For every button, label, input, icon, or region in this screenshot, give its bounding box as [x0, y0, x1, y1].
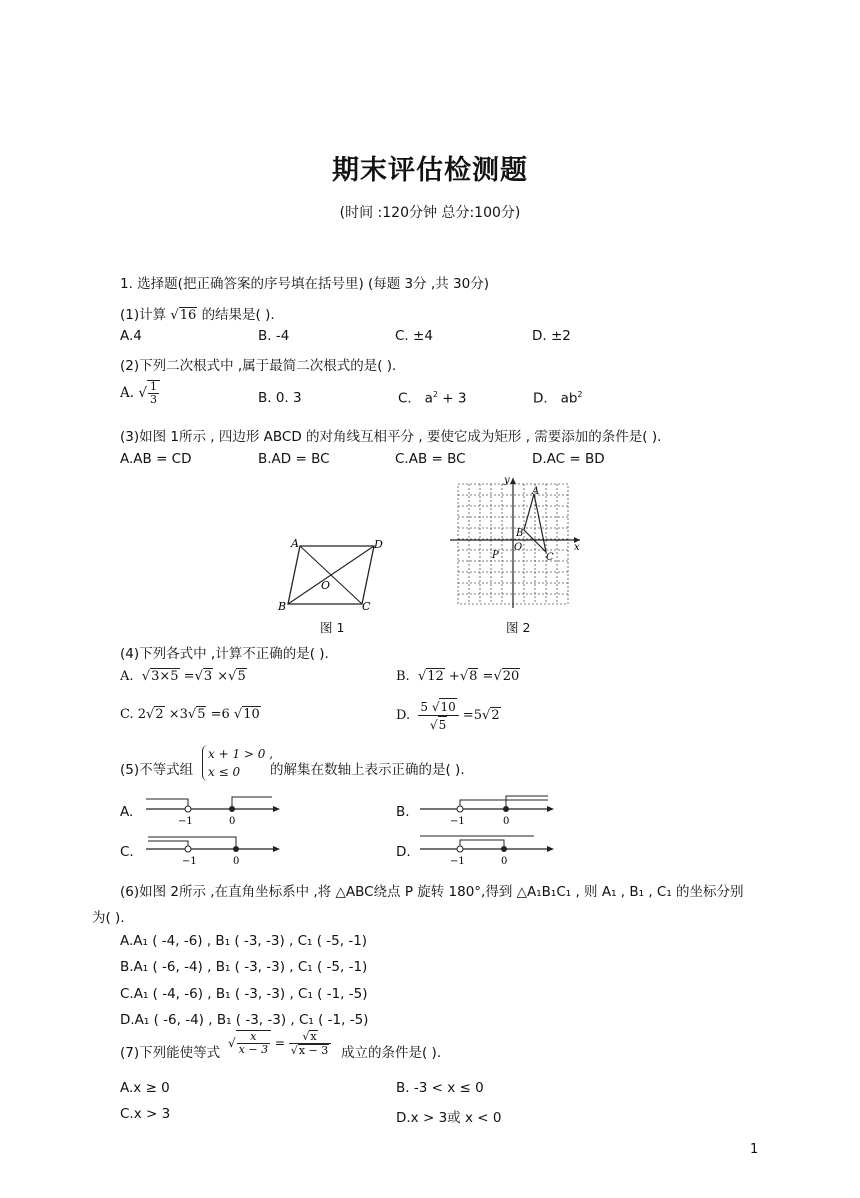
q4-a-eq: = [179, 669, 195, 684]
q5-inequality-1: x + 1 > 0 , [208, 747, 274, 761]
tick-0: 0 [233, 856, 240, 867]
axis-arrow [273, 846, 280, 852]
q7-option-d: D.x > 3或 x < 0 [396, 1110, 502, 1126]
ray-to-0 [148, 837, 236, 849]
q7-lhs-fraction [237, 1031, 270, 1056]
q2-option-d [533, 390, 583, 407]
q6-option-c: C.A₁ ( -4, -6) , B₁ ( -3, -3) , C₁ ( -1, -5) [120, 986, 368, 1002]
q2-option-c [398, 390, 466, 407]
figure-1-parallelogram [270, 532, 390, 614]
tick-neg1: −1 [182, 856, 197, 867]
q2-option-d-label: D. [533, 390, 548, 407]
q7-lhs-radical [236, 1030, 271, 1056]
q5-option-a-numberline [140, 792, 285, 828]
q2-option-a-radical: √ $\frac{1}{3}$ [138, 385, 160, 401]
open-point [185, 806, 191, 812]
q7-option-a: A.x ≥ 0 [120, 1080, 170, 1096]
q5-option-b-label: B. [396, 804, 410, 820]
q5-option-c-label: C. [120, 844, 134, 860]
closed-point [233, 846, 239, 852]
q4-a-radicand-2: 3 [203, 669, 213, 684]
page-number: 1 [750, 1142, 759, 1157]
question-4-stem: (4)下列各式中 ,计算不正确的是( ). [120, 646, 329, 662]
q5-inequality-system [202, 745, 273, 781]
closed-point [501, 846, 507, 852]
q1-option-c: C. ±4 [395, 328, 433, 344]
q4-option-d: D. $\frac{5 √10}{√5}$ =5√2 [396, 700, 500, 732]
q4-d-numerator: 5 √10 [418, 698, 458, 716]
q1-radicand: 16 [179, 308, 197, 323]
question-7-stem [120, 1041, 220, 1061]
q1-prefix: (1)计算 [120, 307, 167, 323]
fig2-label-c: C [546, 552, 554, 563]
open-point [185, 846, 191, 852]
ray-to-neg1 [148, 841, 188, 849]
tick-neg1: −1 [178, 816, 193, 827]
y-axis-arrow [510, 478, 516, 484]
q4-a-times: × [213, 669, 229, 684]
q1-option-a: A.4 [120, 328, 142, 344]
q4-c-radicand-3: 10 [243, 707, 260, 722]
q7-rhs-num: x [310, 1030, 317, 1043]
ray-left [146, 799, 188, 809]
page-subtitle: (时间 :120分钟 总分:100分) [339, 205, 521, 221]
q3-option-b: B.AD = BC [258, 451, 330, 467]
q4-b-label: B. [396, 669, 410, 684]
q2-option-a [120, 380, 160, 406]
open-point [457, 846, 463, 852]
axis-arrow [273, 806, 280, 812]
q3-option-d: D.AC = BD [532, 451, 605, 467]
q2-option-a-label: A. [120, 385, 135, 401]
solution-segment [460, 840, 504, 849]
q5-option-b-numberline [416, 792, 561, 828]
q2-option-a-num: 1 [149, 380, 157, 393]
q2-option-c-base: a [424, 390, 433, 407]
q5-suffix: 的解集在数轴上表示正确的是( ). [270, 762, 465, 778]
question-3-stem: (3)如图 1所示 , 四边形 ABCD 的对角线互相平分 , 要使它成为矩形 , 需要添加的条件是( ). [120, 429, 662, 445]
q4-c-label: C. 2 [120, 707, 147, 722]
q2-option-d-exp: 2 [577, 390, 583, 399]
q4-b-eq: = [478, 669, 494, 684]
q7-lhs-num: x [237, 1031, 270, 1044]
q4-c-radicand-2: 5 [197, 707, 206, 722]
q5-inequality-2: x ≤ 0 [208, 765, 241, 779]
q2-option-d-base: ab [560, 390, 578, 407]
q4-a-radicand-3: 5 [237, 669, 246, 684]
q7-lhs-den: x − 3 [238, 1043, 269, 1056]
fig2-label-a: A [532, 486, 540, 497]
q4-b-radicand-3: 20 [502, 669, 520, 684]
q7-option-b: B. -3 < x ≤ 0 [396, 1080, 484, 1096]
q5-option-a-label: A. [120, 804, 134, 820]
question-5-stem [120, 758, 193, 778]
q1-option-d: D. ±2 [532, 328, 571, 344]
q4-c-mid: ×3 [164, 707, 188, 722]
fig1-label-c: C [362, 600, 371, 613]
q4-b-plus: + [444, 669, 460, 684]
q4-b-radicand-2: 8 [469, 669, 478, 684]
triangle-abc [524, 494, 546, 552]
tick-0: 0 [229, 816, 236, 827]
fig2-label-y: y [504, 475, 510, 486]
ray-right [232, 797, 272, 809]
figure-2-caption: 图 2 [506, 620, 531, 635]
q2-option-c-rest: + 3 [437, 390, 467, 407]
q4-d-eq: =5 [458, 708, 483, 723]
tick-0: 0 [503, 816, 510, 827]
q4-d-num-coef: 5 [420, 700, 432, 714]
tick-neg1: −1 [450, 856, 465, 867]
question-2-stem: (2)下列二次根式中 ,属于最简二次根式的是( ). [120, 358, 397, 374]
q7-equation: √ $\frac{x}{x - 3}$ = $\frac{√x}{√x - 3}$ [228, 1030, 331, 1057]
q5-option-c-numberline [140, 832, 285, 868]
q4-b-radicand-1: 12 [427, 669, 444, 684]
fig1-label-d: D [374, 538, 383, 551]
q7-rhs-fraction: $\frac{√x}{√x - 3}$ [289, 1030, 331, 1057]
q4-d-num-radicand: 10 [440, 700, 456, 714]
section-heading: 1. 选择题(把正确答案的序号填在括号里) (每题 3分 ,共 30分) [120, 276, 489, 292]
figure-1-caption: 图 1 [320, 620, 345, 635]
q4-d-den-radicand: 5 [438, 718, 447, 732]
q4-option-a: A. √3×5 =√3 ×√5 [120, 669, 246, 684]
q4-d-denominator: √5 [429, 718, 447, 732]
q4-c-eq: =6 [206, 707, 234, 722]
closed-point [229, 806, 235, 812]
question-1-stem [120, 303, 275, 323]
fig2-label-b: B [516, 528, 524, 539]
q2-option-c-label: C. [398, 390, 412, 407]
axis-arrow [547, 846, 554, 852]
question-6-stem-line-1: (6)如图 2所示 ,在直角坐标系中 ,将 △ABC绕点 P 旋转 180°,得到 △A₁B₁C₁ , 则 A₁ , B₁ , C₁ 的坐标分别 [120, 884, 744, 900]
tick-neg1: −1 [450, 816, 465, 827]
question-6-stem-line-2: 为( ). [92, 910, 125, 926]
axis-arrow [547, 806, 554, 812]
fig1-label-a: A [291, 537, 299, 550]
q3-option-a: A.AB = CD [120, 451, 192, 467]
open-point [457, 806, 463, 812]
q7-suffix: 成立的条件是( ). [341, 1045, 442, 1061]
q2-option-c-exp: 2 [432, 390, 438, 399]
q2-option-b: B. 0. 3 [258, 390, 302, 406]
q1-option-b: B. -4 [258, 328, 290, 344]
q2-option-a-den: 3 [149, 393, 157, 406]
fig2-label-x: x [574, 542, 580, 553]
ray-from-0 [506, 796, 548, 809]
fig2-label-p: P [492, 550, 499, 561]
fig1-label-o: O [321, 579, 331, 592]
q6-option-b: B.A₁ ( -6, -4) , B₁ ( -3, -3) , C₁ ( -5, -1) [120, 959, 368, 975]
q4-option-b: B. √12 +√8 =√20 [396, 669, 520, 684]
figure-2-coordinate-grid [448, 474, 588, 612]
fig1-label-b: B [278, 600, 287, 613]
q3-option-c: C.AB = BC [395, 451, 466, 467]
q7-option-c: C.x > 3 [120, 1106, 171, 1122]
q5-option-d-numberline [416, 832, 561, 868]
q4-option-c: C. 2√2 ×3√5 =6 √10 [120, 707, 260, 722]
page-title: 期末评估检测题 [332, 155, 528, 186]
q4-d-radicand: 2 [491, 708, 500, 723]
q4-d-label: D. [396, 708, 411, 723]
fig2-label-o: O [514, 542, 523, 553]
q4-c-radicand-1: 2 [155, 707, 164, 722]
q4-a-radicand-1: 3×5 [151, 669, 179, 684]
diagonal-bd [288, 546, 374, 604]
q6-option-d: D.A₁ ( -6, -4) , B₁ ( -3, -3) , C₁ ( -1, -5) [120, 1012, 369, 1028]
q5-prefix: (5)不等式组 [120, 762, 194, 778]
q6-option-a: A.A₁ ( -4, -6) , B₁ ( -3, -3) , C₁ ( -5, -1) [120, 933, 368, 949]
q4-d-fraction [418, 698, 458, 733]
q7-equals: = [274, 1036, 285, 1050]
tick-0: 0 [501, 856, 508, 867]
q7-prefix: (7)下列能使等式 [120, 1045, 221, 1061]
q5-option-d-label: D. [396, 844, 411, 860]
q4-a-label: A. [120, 669, 134, 684]
closed-point [503, 806, 509, 812]
q1-radical: √16 [170, 308, 197, 323]
q7-rhs-den: x − 3 [298, 1044, 329, 1057]
q1-suffix: 的结果是( ). [201, 307, 275, 323]
